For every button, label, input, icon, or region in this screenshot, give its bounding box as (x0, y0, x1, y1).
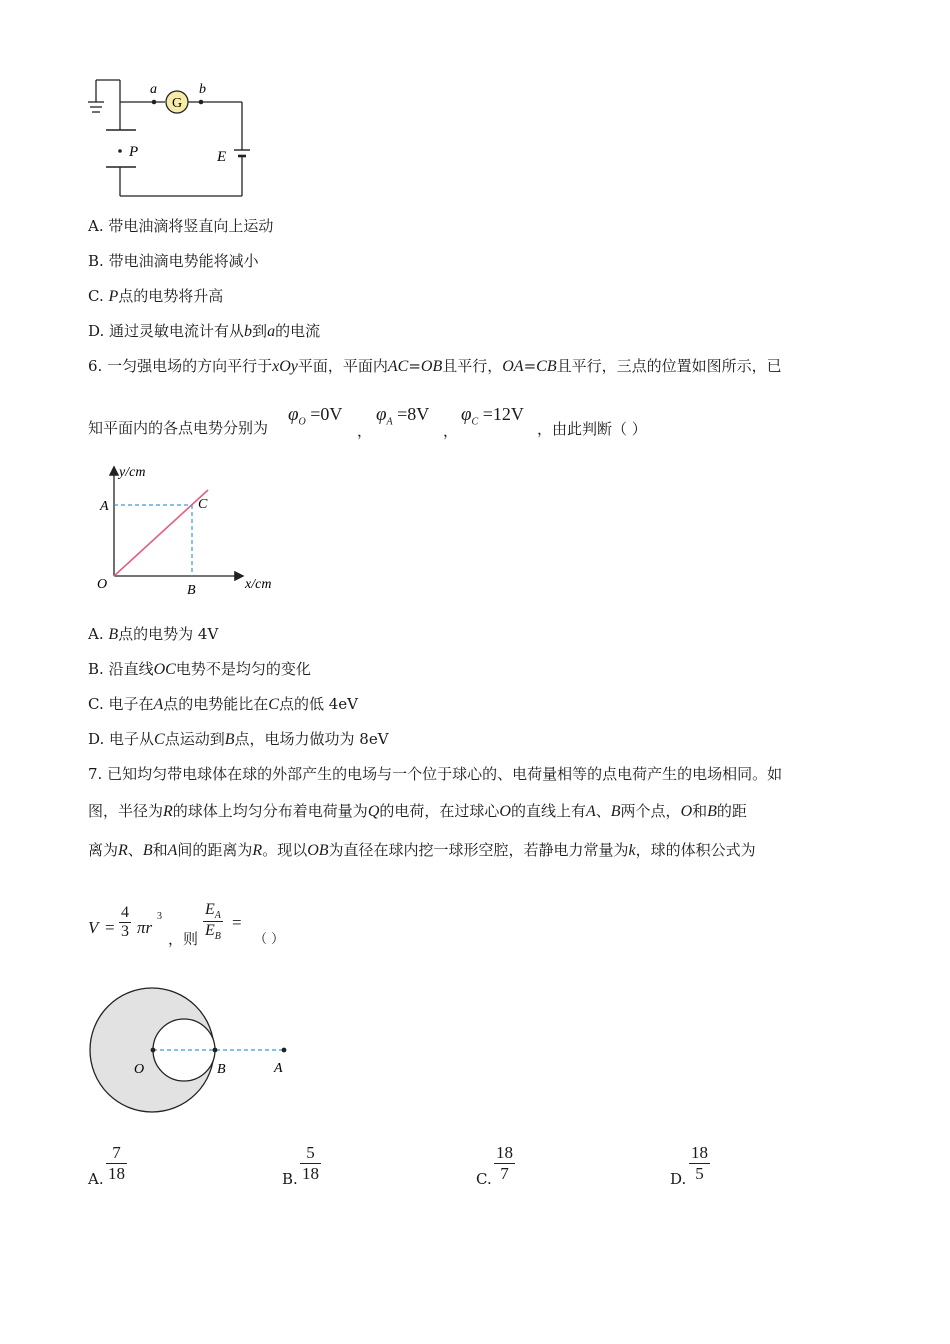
text-run: 带电油滴将竖直向上运动 (108, 217, 274, 235)
math-variable: b (244, 323, 253, 340)
q5-label-E: E (217, 149, 227, 165)
text-run: 沿直线 (108, 660, 154, 678)
q5-label-a: a (150, 82, 157, 97)
text-run: 、 (127, 841, 143, 859)
text-run: 电子从 (109, 730, 155, 748)
q7-sphere-figure (88, 986, 298, 1116)
point-A (282, 1048, 287, 1053)
math-variable: OA (502, 358, 524, 375)
math-variable: R (118, 842, 128, 859)
math-variable: C (268, 696, 279, 713)
q5-option-a (88, 216, 273, 236)
text-run: 为直径在球内挖一球形空腔，若静电力常量为 (328, 841, 629, 859)
q5-label-G: G (172, 96, 183, 111)
q6-coordinate-figure (92, 460, 287, 600)
option-letter: B. (88, 660, 109, 678)
phi-C: $\varphi_C =12V$ (461, 404, 524, 428)
math-variable: O (499, 803, 511, 820)
phi-A: $\varphi_A =8V$ (376, 404, 430, 428)
text-run: 的直线上有 (510, 802, 586, 820)
text-run: 点的电势能比在 (163, 695, 269, 713)
q7-option-c-fraction: $\frac{18}{7}$ (496, 1143, 513, 1183)
option-letter: C. (88, 695, 109, 713)
text-run: 电子在 (108, 695, 154, 713)
math-variable: a (267, 323, 276, 340)
option-letter: A. (88, 217, 109, 235)
text-run: 7. 已知均匀带电球体在球的外部产生的电场与一个位于球心的、电荷量相等的点电荷产生的电场相同。如 (88, 765, 783, 783)
math-variable: R (252, 842, 263, 859)
q5-option-d (88, 321, 320, 342)
q7-label-B: B (217, 1062, 226, 1077)
q7-option-d-letter: D. (670, 1170, 687, 1188)
math-variable: A (153, 696, 164, 713)
formula-eq: = (105, 918, 115, 937)
text-run: 的距 (716, 802, 747, 820)
option-letter: D. (88, 322, 110, 340)
formula-ratio: $\frac{E_A}{E_B}$ (205, 901, 221, 943)
x-axis-label: x/cm (245, 577, 272, 592)
text-run: 且平行，三点的位置如图所示，已 (556, 357, 782, 375)
formula-power: 3 (157, 911, 162, 922)
text-run: 到 (252, 322, 268, 340)
math-variable: Q (367, 803, 380, 820)
math-variable: OC (153, 661, 176, 678)
q5-option-c (88, 286, 223, 307)
q6-stem-suffix: ，由此判断（ ） (537, 420, 647, 438)
option-letter: D. (88, 730, 110, 748)
q5-option-b (88, 251, 259, 271)
q7-option-c-letter: C. (476, 1170, 492, 1188)
formula-then: ，则 (168, 930, 199, 948)
text-run: = (523, 357, 537, 375)
text-run: 间的距离为 (177, 841, 253, 859)
formula-eq-2: = (232, 913, 242, 932)
q7-stem-line-1 (88, 764, 782, 784)
math-variable: A (585, 803, 596, 820)
q7-label-O: O (134, 1062, 145, 1077)
q6-sep-2: ， (443, 422, 459, 440)
text-run: 6. 一匀强电场的方向平行于 (88, 357, 273, 375)
math-variable: B (707, 803, 717, 820)
option-letter: A. (88, 625, 109, 643)
text-run: = (408, 357, 421, 375)
text-run: 电势不是均匀的变化 (175, 660, 311, 678)
q7-option-a-letter: A. (88, 1170, 104, 1188)
formula-pi-r: πr (137, 918, 153, 937)
q6-option-b (88, 659, 311, 680)
text-run: 图，半径为 (88, 802, 164, 820)
math-variable: CB (536, 358, 557, 375)
q7-option-b-letter: B. (282, 1170, 298, 1188)
text-run: 带电油滴电势能将减小 (108, 252, 259, 270)
option-letter: B. (88, 252, 109, 270)
point-B-label: B (187, 583, 196, 598)
text-run: 通过灵敏电流计有从 (109, 322, 245, 340)
point-A-label: A (100, 499, 109, 514)
text-run: 、 (595, 802, 611, 820)
math-variable: k (628, 842, 636, 859)
q6-option-a (88, 624, 218, 645)
text-run: 和 (152, 841, 168, 859)
text-run: 点的电势为 4V (118, 625, 219, 643)
q6-stem-line-1 (88, 356, 782, 377)
text-run: 的电流 (275, 322, 321, 340)
point-O-label: O (97, 577, 108, 592)
text-run: 。现以 (262, 841, 308, 859)
q7-label-A: A (274, 1061, 283, 1076)
text-run: 离为 (88, 841, 119, 859)
q6-option-c (88, 694, 358, 715)
q7-option-d-fraction: $\frac{18}{5}$ (691, 1143, 708, 1183)
option-letter: C. (88, 287, 109, 305)
math-variable: O (680, 803, 693, 820)
q6-option-d (88, 729, 389, 750)
line-OC (114, 490, 208, 576)
point-B (213, 1048, 218, 1053)
text-run: 两个点， (620, 802, 681, 820)
y-axis-label: y/cm (119, 465, 146, 480)
math-variable: OB (420, 358, 443, 375)
math-variable: B (108, 626, 119, 643)
text-run: 且平行， (442, 357, 503, 375)
point-C-label: C (198, 497, 208, 512)
math-variable: B (610, 803, 621, 820)
q5-circuit-figure (86, 76, 256, 202)
formula-blank: （ ） (254, 932, 285, 947)
math-variable: C (154, 731, 165, 748)
formula-V: V (88, 918, 99, 937)
oil-drop (118, 149, 122, 153)
q7-option-a-fraction: $\frac{7}{18}$ (108, 1143, 125, 1183)
formula-frac-4-3: $\frac{4}{3}$ (121, 904, 129, 940)
math-variable: AC (387, 358, 409, 375)
text-run: 点的低 4eV (278, 695, 358, 713)
q7-stem-line-3 (88, 840, 756, 861)
math-variable: B (142, 842, 153, 859)
text-run: 平面，平面内 (297, 357, 388, 375)
math-variable: xOy (272, 358, 298, 375)
q5-label-P: P (129, 144, 139, 160)
q6-stem-prefix: 知平面内的各点电势分别为 (88, 419, 269, 437)
text-run: 点运动到 (164, 730, 225, 748)
phi-O: $\varphi_O =0V$ (288, 404, 343, 428)
q7-option-b-fraction: $\frac{5}{18}$ (302, 1143, 319, 1183)
math-variable: B (224, 731, 235, 748)
q6-sep-1: ， (357, 422, 373, 440)
text-run: 和 (692, 802, 708, 820)
q5-label-b: b (199, 82, 206, 97)
text-run: ，球的体积公式为 (635, 841, 756, 859)
math-variable: OB (307, 842, 329, 859)
text-run: 点，电场力做功为 8eV (234, 730, 389, 748)
text-run: 的球体上均匀分布着电荷量为 (172, 802, 368, 820)
point-O (151, 1048, 156, 1053)
text-run: 点的电势将升高 (118, 287, 224, 305)
math-variable: R (163, 803, 173, 820)
math-variable: P (108, 288, 119, 305)
math-variable: A (167, 842, 178, 859)
text-run: 的电荷，在过球心 (379, 802, 500, 820)
q7-stem-line-2 (88, 801, 747, 822)
